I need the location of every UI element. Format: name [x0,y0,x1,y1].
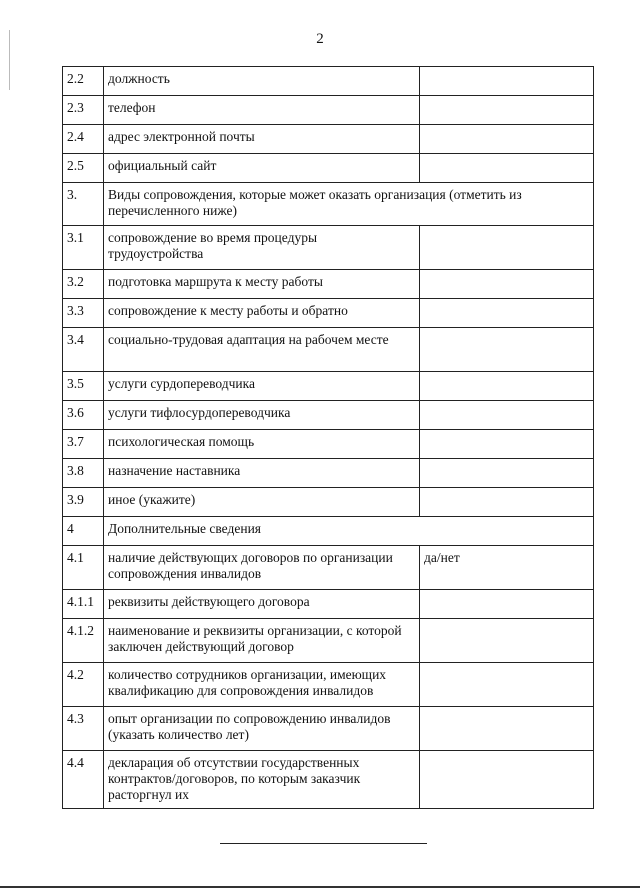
row-number: 3.1 [63,226,104,270]
row-description: адрес электронной почты [104,125,420,154]
row-number: 4.2 [63,663,104,707]
table-row [63,663,594,707]
row-number: 3.8 [63,459,104,488]
row-answer-cell[interactable] [420,328,594,372]
table-row [63,619,594,663]
row-answer-cell[interactable] [420,96,594,125]
row-number: 2.3 [63,96,104,125]
row-answer-cell[interactable] [420,372,594,401]
table-row [63,546,594,590]
row-answer-cell[interactable] [420,299,594,328]
table-row [63,67,594,96]
table-row [63,96,594,125]
row-number: 3.4 [63,328,104,372]
row-answer-cell[interactable] [420,270,594,299]
row-description: телефон [104,96,420,125]
row-description: сопровождение к месту работы и обратно [104,299,420,328]
footer-rule [220,843,427,844]
row-description: иное (укажите) [104,488,420,517]
table-row [63,751,594,809]
questionnaire-table [62,66,594,809]
row-answer-cell[interactable] [420,663,594,707]
row-number: 2.5 [63,154,104,183]
table-row [63,372,594,401]
row-answer-cell[interactable] [420,154,594,183]
row-number: 4.3 [63,707,104,751]
table-row [63,590,594,619]
row-description: услуги тифлосурдопереводчика [104,401,420,430]
row-description: реквизиты действующего договора [104,590,420,619]
row-answer-cell[interactable] [420,401,594,430]
row-answer-cell[interactable] [420,488,594,517]
table-row [63,430,594,459]
table-row [63,328,594,372]
row-number: 4 [63,517,104,546]
row-number: 3.9 [63,488,104,517]
row-description: официальный сайт [104,154,420,183]
row-number: 4.1 [63,546,104,590]
row-answer-cell[interactable] [420,226,594,270]
row-description: наименование и реквизиты организации, с которой заключен действующий договор [104,619,420,663]
table-row [63,488,594,517]
row-number: 3.2 [63,270,104,299]
row-answer-cell[interactable] [420,590,594,619]
table-row [63,125,594,154]
row-description: социально-трудовая адаптация на рабочем месте [104,328,420,372]
row-number: 3.3 [63,299,104,328]
table-body [63,67,594,809]
page-number: 2 [316,31,324,47]
row-number: 3.6 [63,401,104,430]
row-number: 4.4 [63,751,104,809]
row-answer-cell[interactable] [420,430,594,459]
row-description: Дополнительные сведения [104,517,594,546]
table-row [63,226,594,270]
row-answer-cell[interactable] [420,707,594,751]
table-row [63,299,594,328]
row-answer-cell[interactable] [420,67,594,96]
table-row [63,401,594,430]
row-description: услуги сурдопереводчика [104,372,420,401]
table-row [63,270,594,299]
row-number: 2.2 [63,67,104,96]
row-description: опыт организации по сопровождению инвалидов (указать количество лет) [104,707,420,751]
row-description: декларация об отсутствии государственных контрактов/договоров, по которым заказчик расторгнул их [104,751,420,809]
row-description: количество сотрудников организации, имеющих квалификацию для сопровождения инвалидов [104,663,420,707]
row-answer-cell[interactable] [420,125,594,154]
row-description: наличие действующих договоров по организации сопровождения инвалидов [104,546,420,590]
row-description: психологическая помощь [104,430,420,459]
row-description: должность [104,67,420,96]
table-row [63,707,594,751]
row-answer-cell[interactable]: да/нет [420,546,594,590]
table-row [63,183,594,226]
table-row [63,459,594,488]
row-description: назначение наставника [104,459,420,488]
table-row [63,154,594,183]
row-number: 3.7 [63,430,104,459]
row-number: 4.1.2 [63,619,104,663]
row-answer-cell[interactable] [420,619,594,663]
row-number: 3.5 [63,372,104,401]
row-number: 3. [63,183,104,226]
scan-bottom-edge [0,886,640,888]
row-number: 4.1.1 [63,590,104,619]
row-answer-cell[interactable] [420,751,594,809]
row-description: подготовка маршрута к месту работы [104,270,420,299]
row-number: 2.4 [63,125,104,154]
row-answer-cell[interactable] [420,459,594,488]
row-description: Виды сопровождения, которые может оказать организация (отметить из перечисленного ниже) [104,183,594,226]
table-row [63,517,594,546]
row-description: сопровождение во время процедуры трудоустройства [104,226,420,270]
